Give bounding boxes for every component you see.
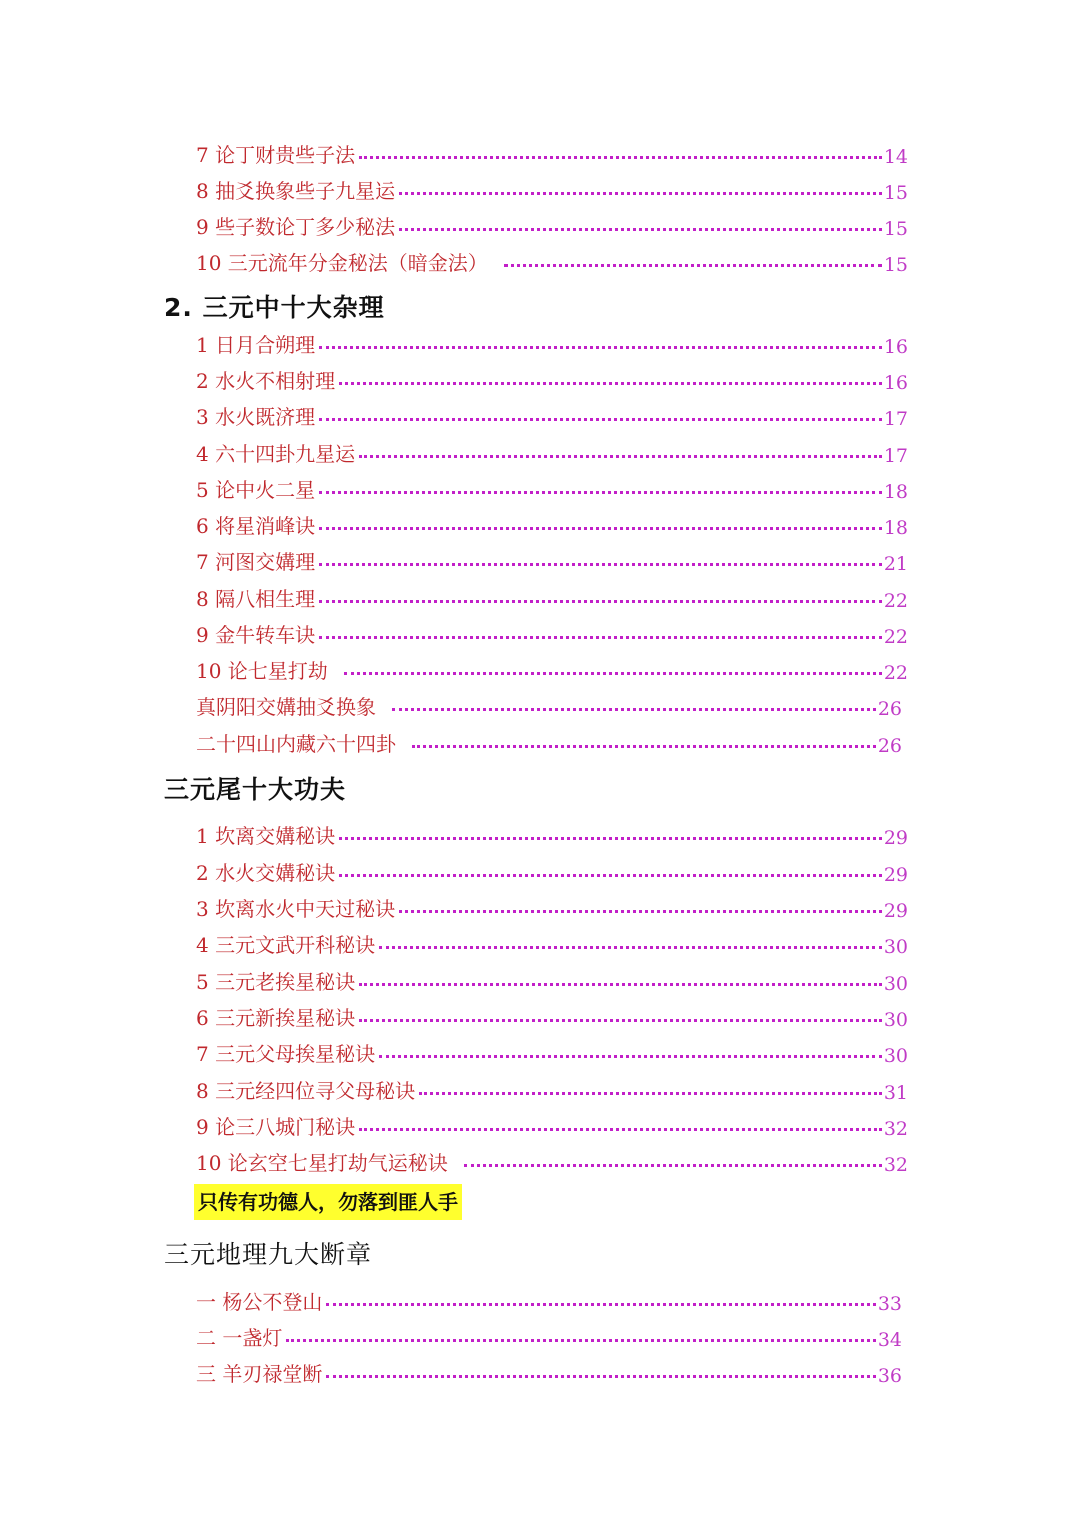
dot-leader xyxy=(339,874,882,877)
dot-leader xyxy=(359,1128,882,1131)
toc-entry-label: 3 水火既济理 xyxy=(196,405,316,429)
toc-entry-label: 2 水火交媾秘诀 xyxy=(196,861,336,885)
toc-entry-label: 一 杨公不登山 xyxy=(196,1290,323,1314)
dot-leader xyxy=(412,745,876,748)
toc-entry-page: 33 xyxy=(877,1293,902,1315)
dot-leader xyxy=(326,1375,875,1378)
dot-leader xyxy=(339,382,882,385)
toc-entry-label: 3 坎离水火中天过秘诀 xyxy=(196,897,396,921)
section-heading: 三元地理九大断章 xyxy=(164,1240,373,1269)
toc-entry-label: 10 论七星打劫 xyxy=(196,659,328,683)
dot-leader xyxy=(359,156,882,159)
toc-entry-page: 32 xyxy=(883,1154,908,1176)
toc-entry[interactable] xyxy=(196,509,908,539)
toc-entry-label: 真阴阳交媾抽爻换象 xyxy=(196,695,376,719)
toc-entry[interactable] xyxy=(196,928,908,958)
toc-entry-label: 6 三元新挨星秘诀 xyxy=(196,1006,356,1030)
toc-entry-page: 17 xyxy=(883,408,908,430)
section-heading: 2. 三元中十大杂理 xyxy=(164,293,385,322)
dot-leader xyxy=(339,837,882,840)
toc-entry-page: 16 xyxy=(883,336,908,358)
dot-leader xyxy=(379,1055,882,1058)
dot-leader xyxy=(419,1092,882,1095)
toc-entry-page: 26 xyxy=(877,698,902,720)
dot-leader xyxy=(379,946,882,949)
toc-entry-page: 18 xyxy=(883,481,908,503)
toc-entry[interactable] xyxy=(196,473,908,503)
dot-leader xyxy=(286,1339,875,1342)
toc-entry-page: 16 xyxy=(883,372,908,394)
dot-leader xyxy=(504,264,882,267)
toc-entry[interactable] xyxy=(196,1037,908,1067)
toc-entry-label: 4 三元文武开科秘诀 xyxy=(196,933,376,957)
toc-entry-page: 29 xyxy=(883,864,908,886)
dot-leader xyxy=(319,418,882,421)
toc-entry-label: 9 金牛转车诀 xyxy=(196,623,316,647)
dot-leader xyxy=(359,983,882,986)
toc-entry-page: 29 xyxy=(883,827,908,849)
toc-entry-label: 9 论三八城门秘诀 xyxy=(196,1115,356,1139)
toc-entry[interactable] xyxy=(196,1357,902,1387)
toc-entry-label: 2 水火不相射理 xyxy=(196,369,336,393)
toc-entry-page: 34 xyxy=(877,1329,902,1351)
toc-entry-page: 22 xyxy=(883,662,908,684)
toc-entry[interactable] xyxy=(196,138,908,168)
dot-leader xyxy=(344,672,882,675)
toc-entry[interactable] xyxy=(196,545,908,575)
dot-leader xyxy=(319,527,882,530)
dot-leader xyxy=(392,708,876,711)
toc-entry-label: 二十四山内藏六十四卦 xyxy=(196,732,396,756)
toc-entry[interactable] xyxy=(196,654,908,684)
toc-entry-label: 7 三元父母挨星秘诀 xyxy=(196,1042,376,1066)
toc-entry[interactable] xyxy=(196,1285,902,1315)
dot-leader xyxy=(319,636,882,639)
toc-entry[interactable] xyxy=(196,1146,908,1176)
toc-entry-label: 6 将星消峰诀 xyxy=(196,514,316,538)
toc-entry[interactable] xyxy=(196,1321,902,1351)
toc-entry-page: 22 xyxy=(883,590,908,612)
toc-entry-page: 26 xyxy=(877,735,902,757)
toc-entry-page: 30 xyxy=(883,1045,908,1067)
toc-entry-label: 1 日月合朔理 xyxy=(196,333,316,357)
toc-entry-page: 14 xyxy=(883,146,908,168)
toc-entry-label: 7 河图交媾理 xyxy=(196,550,316,574)
toc-entry-page: 15 xyxy=(883,254,908,276)
dot-leader xyxy=(319,563,882,566)
toc-entry-page: 30 xyxy=(883,936,908,958)
dot-leader xyxy=(399,228,882,231)
toc-entry-page: 21 xyxy=(883,553,908,575)
toc-entry-label: 4 六十四卦九星运 xyxy=(196,442,356,466)
highlighted-notice: 只传有功德人，勿落到匪人手 xyxy=(194,1184,462,1220)
toc-entry[interactable] xyxy=(196,400,908,430)
toc-entry[interactable] xyxy=(196,727,902,757)
toc-entry-label: 8 三元经四位寻父母秘诀 xyxy=(196,1079,416,1103)
toc-entry[interactable] xyxy=(196,582,908,612)
toc-entry-page: 15 xyxy=(883,218,908,240)
toc-entry-page: 36 xyxy=(877,1365,902,1387)
dot-leader xyxy=(319,600,882,603)
toc-entry[interactable] xyxy=(196,364,908,394)
toc-entry-page: 22 xyxy=(883,626,908,648)
toc-entry-page: 17 xyxy=(883,445,908,467)
toc-entry[interactable] xyxy=(196,210,908,240)
toc-entry[interactable] xyxy=(196,856,908,886)
toc-entry-page: 31 xyxy=(883,1082,908,1104)
dot-leader xyxy=(464,1164,882,1167)
dot-leader xyxy=(399,910,882,913)
toc-entry-label: 10 三元流年分金秘法（暗金法） xyxy=(196,251,488,275)
toc-entry[interactable] xyxy=(196,965,908,995)
toc-entry-page: 30 xyxy=(883,1009,908,1031)
toc-entry[interactable] xyxy=(196,437,908,467)
dot-leader xyxy=(359,455,882,458)
toc-entry[interactable] xyxy=(196,1001,908,1031)
toc-entry[interactable] xyxy=(196,246,908,276)
toc-entry-label: 9 些子数论丁多少秘法 xyxy=(196,215,396,239)
toc-entry[interactable] xyxy=(196,1110,908,1140)
toc-entry[interactable] xyxy=(196,1074,908,1104)
dot-leader xyxy=(326,1303,875,1306)
dot-leader xyxy=(319,491,882,494)
toc-entry-label: 二 一盏灯 xyxy=(196,1326,283,1350)
dot-leader xyxy=(319,346,882,349)
toc-entry-page: 30 xyxy=(883,973,908,995)
toc-entry-label: 1 坎离交媾秘诀 xyxy=(196,824,336,848)
toc-entry-page: 29 xyxy=(883,900,908,922)
dot-leader xyxy=(399,192,882,195)
toc-entry[interactable] xyxy=(196,690,902,720)
toc-entry-page: 32 xyxy=(883,1118,908,1140)
toc-entry-label: 10 论玄空七星打劫气运秘诀 xyxy=(196,1151,448,1175)
toc-entry[interactable] xyxy=(196,618,908,648)
toc-entry[interactable] xyxy=(196,892,908,922)
toc-entry-page: 18 xyxy=(883,517,908,539)
toc-entry[interactable] xyxy=(196,819,908,849)
toc-entry-page: 15 xyxy=(883,182,908,204)
toc-entry-label: 5 论中火二星 xyxy=(196,478,316,502)
toc-entry[interactable] xyxy=(196,174,908,204)
toc-entry-label: 8 抽爻换象些子九星运 xyxy=(196,179,396,203)
dot-leader xyxy=(359,1019,882,1022)
section-heading: 三元尾十大功夫 xyxy=(164,775,347,804)
toc-entry-label: 三 羊刃禄堂断 xyxy=(196,1362,323,1386)
toc-entry-label: 8 隔八相生理 xyxy=(196,587,316,611)
toc-entry-label: 7 论丁财贵些子法 xyxy=(196,143,356,167)
toc-entry-label: 5 三元老挨星秘诀 xyxy=(196,970,356,994)
toc-entry[interactable] xyxy=(196,328,908,358)
